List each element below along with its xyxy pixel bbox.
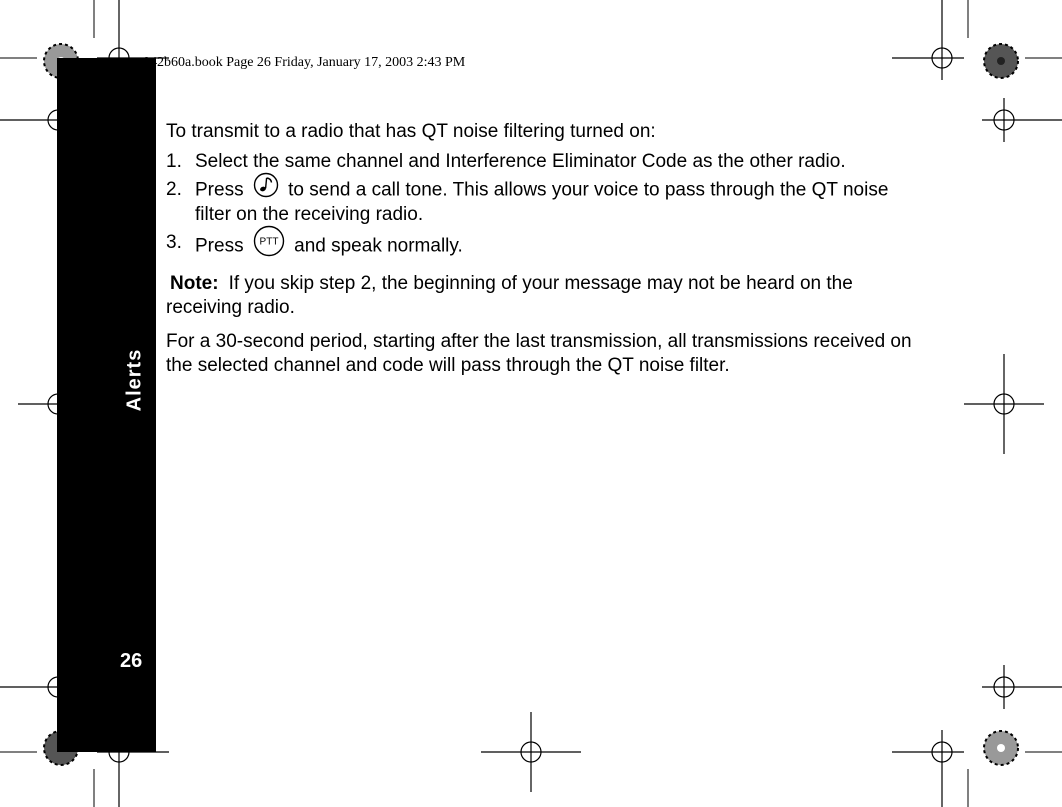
qt-period-paragraph: For a 30-second period, starting after the last transmission, all transmissions received on the selected channel and code will pass through the QT noise filter. [166, 331, 912, 376]
step-text: Select the same channel and Interference Eliminator Code as the other radio. [195, 151, 846, 172]
page-number: 26 [120, 650, 143, 672]
step-2 [166, 178, 916, 227]
print-header: 042b60a.book Page 26 Friday, January 17, 2003 2:43 PM [143, 55, 466, 70]
step-text-before: Press [195, 235, 244, 257]
step-number: 2. [166, 179, 182, 200]
step-text-before: Press [195, 179, 244, 201]
ptt-icon-label: PTT [259, 236, 279, 248]
page-content [166, 120, 916, 378]
call-tone-icon [253, 172, 279, 205]
step-text [195, 178, 916, 227]
intro-text: To transmit to a radio that has QT noise filtering turned on: [166, 121, 656, 142]
step-1 [166, 150, 916, 174]
note-label: Note: [170, 273, 219, 294]
step-number: 3. [166, 232, 182, 253]
step-3 [166, 231, 916, 262]
ptt-icon [253, 225, 285, 264]
section-label: Alerts [123, 348, 146, 412]
note [166, 272, 916, 320]
step-text-after: and speak normally. [294, 235, 463, 257]
step-text-after: to send a call tone. This allows your voice to pass through the QT noise filter on the receiving radio. [195, 179, 889, 225]
step-text [195, 231, 916, 262]
step-number: 1. [166, 151, 182, 172]
note-text: If you skip step 2, the beginning of your message may not be heard on the receiving radio. [166, 273, 853, 318]
